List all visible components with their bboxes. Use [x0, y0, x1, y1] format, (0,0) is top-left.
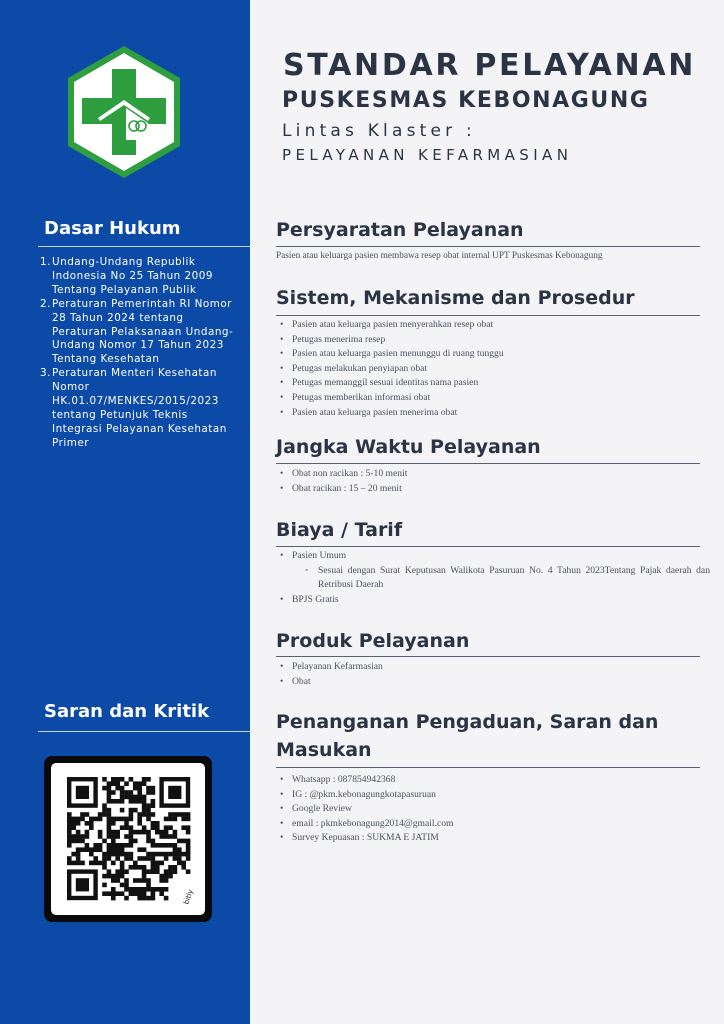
sistem-list — [280, 318, 504, 420]
sub-list — [292, 564, 710, 593]
biaya-list — [280, 549, 710, 607]
list-item: • Pasien Umum ◦ Sesuai dengan Surat Keputusan Walikota Pasuruan No. 4 Tahun 2023Tentang Pajak daerah dan Retribusi Daerah — [280, 549, 710, 593]
list-item: • Obat — [280, 675, 383, 690]
cluster-label: Lintas Klaster : — [282, 121, 476, 141]
qr-brand: bitly — [182, 888, 195, 906]
list-item: ◦ Sesuai dengan Surat Keputusan Walikota Pasuruan No. 4 Tahun 2023Tentang Pajak daerah dan Retribusi Daerah — [292, 564, 710, 593]
list-item: 3. Peraturan Menteri Kesehatan Nomor HK.01.07/MENKES/2015/2023 tentang Petunjuk Teknis Integrasi Pelayanan Kesehatan Primer — [40, 367, 227, 449]
list-item: • Obat racikan : 15 – 20 menit — [280, 482, 407, 497]
produk-list — [280, 660, 383, 689]
saran-kritik-heading: Saran dan Kritik — [44, 701, 210, 722]
list-item: • Pasien atau keluarga pasien menunggu di ruang tunggu — [280, 347, 504, 362]
sistem-heading: Sistem, Mekanisme dan Prosedur — [276, 287, 635, 309]
pengaduan-heading: Penanganan Pengaduan, Saran dan — [276, 711, 659, 733]
jangka-heading: Jangka Waktu Pelayanan — [276, 436, 541, 458]
pengaduan-list — [280, 773, 454, 846]
divider — [38, 731, 251, 732]
whatsapp-contact: • Whatsapp : 087854942368 — [280, 773, 454, 788]
qr-code-frame[interactable] — [44, 756, 212, 922]
list-item: • Petugas memanggil sesuai identitas nama pasien — [280, 376, 504, 391]
persyaratan-heading: Persyaratan Pelayanan — [276, 219, 524, 241]
list-item: • Petugas melakukan penyiapan obat — [280, 362, 504, 377]
list-item: • Obat non racikan : 5-10 menit — [280, 467, 407, 482]
instagram-contact: • IG : @pkm.kebonagungkotapasuruan — [280, 788, 454, 803]
divider — [276, 546, 700, 547]
divider — [276, 315, 700, 316]
dasar-hukum-heading: Dasar Hukum — [44, 218, 181, 239]
dasar-hukum-list — [40, 256, 240, 451]
service-name: PELAYANAN KEFARMASIAN — [282, 146, 573, 164]
divider — [38, 246, 251, 247]
produk-heading: Produk Pelayanan — [276, 630, 470, 652]
google-review-item: • Google Review — [280, 802, 454, 817]
divider — [276, 656, 700, 657]
list-item: • Petugas memberikan informasi obat — [280, 391, 504, 406]
divider — [276, 767, 700, 768]
divider — [276, 246, 700, 247]
qr-code-icon — [51, 763, 205, 915]
survey-item: • Survey Kepuasan : SUKMA E JATIM — [280, 831, 454, 846]
list-item: • Pelayanan Kefarmasian — [280, 660, 383, 675]
divider — [276, 463, 700, 464]
list-item: 1. Undang-Undang Republik Indonesia No 25 Tahun 2009 Tentang Pelayanan Publik — [40, 256, 214, 296]
email-contact: • email : pkmkebonagung2014@gmail.com — [280, 817, 454, 832]
puskesmas-logo-icon — [64, 44, 184, 180]
qr-code-panel — [51, 763, 205, 915]
list-item: 2. Peraturan Pemerintah RI Nomor 28 Tahun 2024 tentang Peraturan Pelaksanaan Undang-Undang Nomor 17 Tahun 2023 Tentang Kesehatan — [40, 297, 234, 366]
biaya-heading: Biaya / Tarif — [276, 519, 403, 541]
list-item: • Pasien atau keluarga pasien menyerahkan resep obat — [280, 318, 504, 333]
page-subtitle: PUSKESMAS KEBONAGUNG — [282, 88, 650, 113]
page-title: STANDAR PELAYANAN — [283, 48, 697, 83]
list-item: • BPJS Gratis — [280, 593, 710, 608]
list-item: • Pasien atau keluarga pasien menerima obat — [280, 406, 504, 421]
jangka-list — [280, 467, 407, 496]
list-item: • Petugas menerima resep — [280, 333, 504, 348]
pengaduan-heading-line2: Masukan — [276, 739, 372, 761]
persyaratan-text: Pasien atau keluarga pasien membawa resep obat internal UPT Puskesmas Kebonagung — [276, 251, 603, 261]
